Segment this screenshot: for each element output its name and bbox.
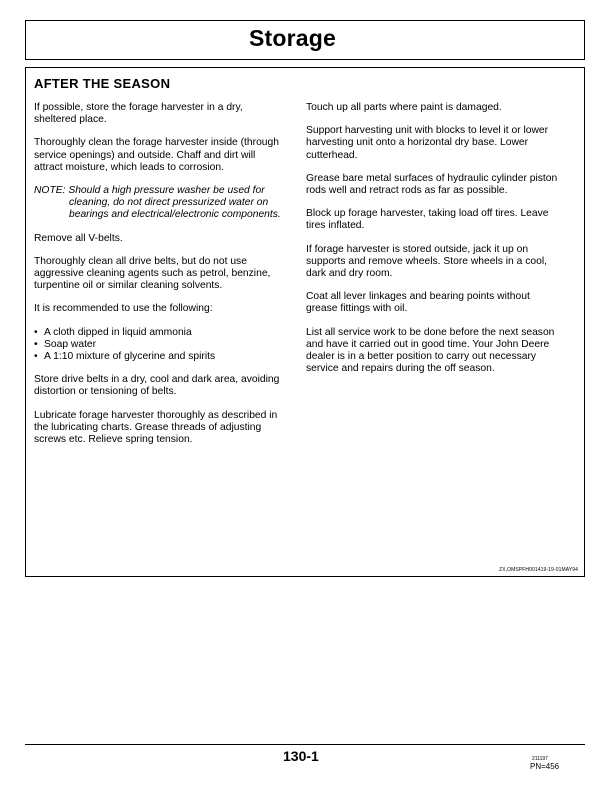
paragraph: Block up forage harvester, taking load off tires. Leave tires inflated. <box>306 208 549 232</box>
title-box <box>25 20 585 60</box>
reference-code: ZX,OMSPFH001419-19-01MAY94 <box>499 567 578 573</box>
paragraph: Lubricate forage harvester thoroughly as described in the lubricating charts. Grease threads of adjusting screws etc. Relieve spring tension. <box>34 409 278 446</box>
paragraph: Support harvesting unit with blocks to level it or lower harvesting unit onto a horizontal dry base. Lower cutterhead. <box>306 125 549 161</box>
paragraph: Thoroughly clean the forage harvester inside (through service openings) and outside. Chaff and dirt will attract moisture, which leads to corrosion. <box>34 137 279 173</box>
content-box <box>25 67 585 577</box>
paragraph: Thoroughly clean all drive belts, but do not use aggressive cleaning agents such as petrol, benzine, turpentine oil or similar cleaning solvents. <box>34 255 271 292</box>
paragraph: List all service work to be done before the next season and have it carried out in good time. Your John Deere dealer is in a better position to carry out necessary service and repairs during the off season. <box>306 326 555 375</box>
paragraph: Touch up all parts where paint is damaged. <box>306 102 502 113</box>
footer-divider <box>25 744 585 745</box>
left-column <box>34 102 286 457</box>
date-code: 211197 <box>532 756 548 762</box>
bullet-list <box>34 327 286 364</box>
list-item: • A cloth dipped in liquid ammonia <box>34 327 286 339</box>
right-column <box>306 102 558 386</box>
paragraph: Remove all V-belts. <box>34 232 123 244</box>
paragraph: If possible, store the forage harvester in a dry, sheltered place. <box>34 102 243 126</box>
paragraph: Coat all lever linkages and bearing points without grease fittings with oil. <box>306 291 530 315</box>
list-item: • A 1:10 mixture of glycerine and spirits <box>34 351 286 363</box>
paragraph: Grease bare metal surfaces of hydraulic cylinder piston rods well and retract rods as far as possible. <box>306 172 558 197</box>
paragraph: It is recommended to use the following: <box>34 303 213 315</box>
note: NOTE: Should a high pressure washer be used for cleaning, do not direct pressurized water on bearings and electrical/electronic components. <box>34 185 281 221</box>
page-number: 130-1 <box>283 748 319 764</box>
page-title: Storage <box>248 25 336 51</box>
list-item: • Soap water <box>34 339 286 351</box>
section-heading: AFTER THE SEASON <box>34 76 171 91</box>
paragraph: If forage harvester is stored outside, jack it up on supports and remove wheels. Store wheels in a cool, dark and dry room. <box>306 243 547 280</box>
pn-label: PN=456 <box>530 762 560 771</box>
paragraph: Store drive belts in a dry, cool and dark area, avoiding distortion or tensioning of belts. <box>34 374 280 398</box>
